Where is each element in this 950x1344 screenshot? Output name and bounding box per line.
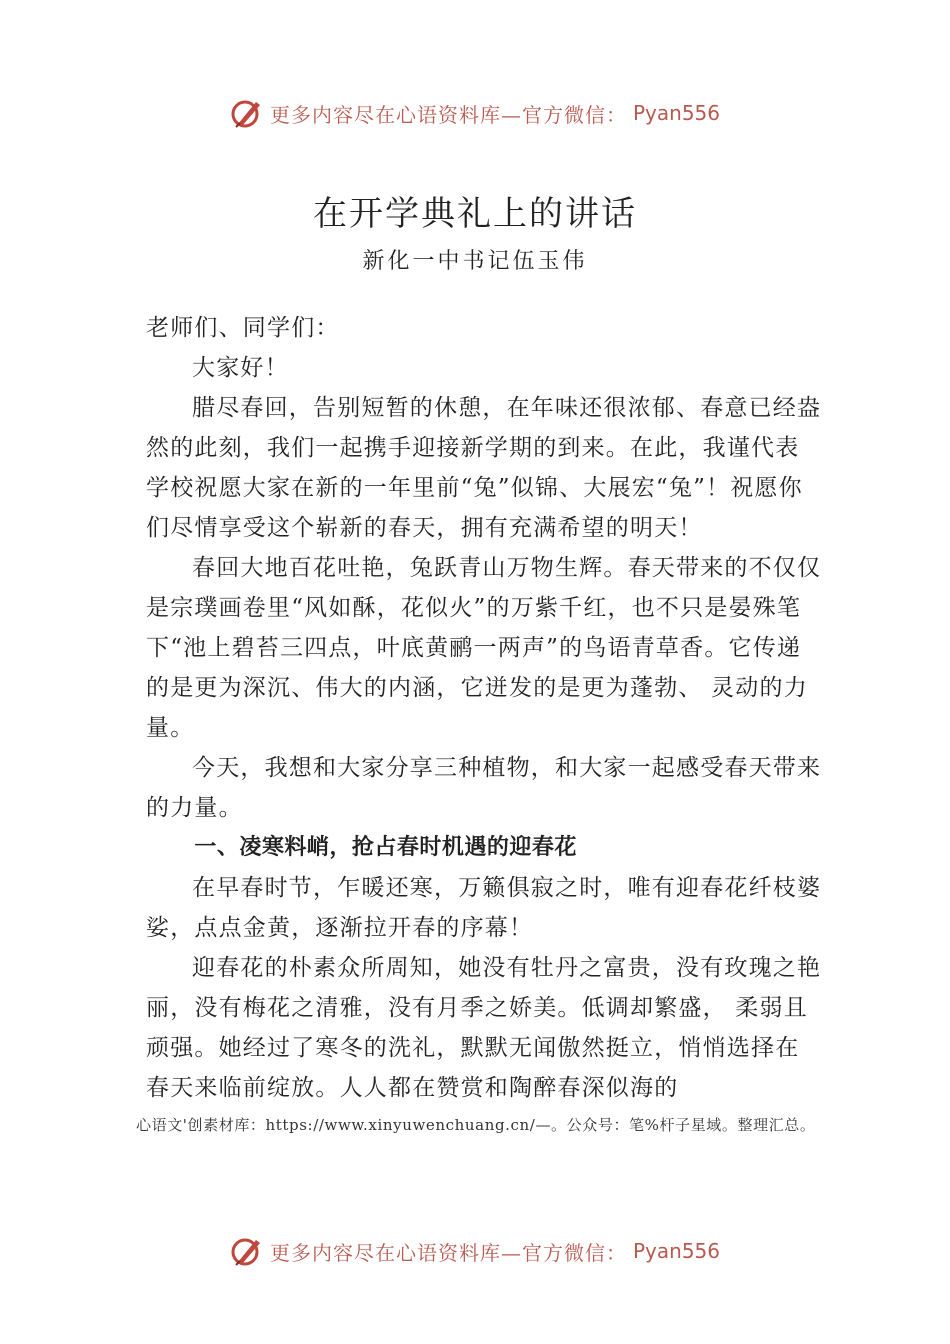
banner-text: 更多内容尽在心语资料库—官方微信： [269,102,627,127]
greeting: 老师们、同学们： [146,315,340,341]
paragraph: 迎春花的朴素众所周知，她没有牡丹之富贵，没有玫瑰之艳丽，没有梅花之清雅，没有月季之娇美。低调却繁盛， 柔弱且顽强。她经过了寒冬的洗礼，默默无闻傲然挺立，悄悄选择在春天来临前绽放。人人都在赞赏和陶醉春深似海的 [146,955,822,1101]
paragraph: 在早春时节，乍暖还寒，万籁俱寂之时，唯有迎春花纤枝婆娑，点点金黄，逐渐拉开春的序幕！ [146,875,822,941]
document-title: 在开学典礼上的讲话 [313,194,637,234]
document-subtitle: 新化一中书记伍玉伟 [362,249,588,274]
paragraph: 腊尽春回，告别短暂的休憩，在年味还很浓郁、春意已经盎然的此刻，我们一起携手迎接新学期的到来。在此，我谨代表学校祝愿大家在新的一年里前“兔”似锦、大展宏“兔”！祝愿你们尽情享受这个崭新的春天，拥有充满希望的明天！ [146,395,822,541]
header-banner [0,96,950,130]
footer-banner [0,1234,950,1268]
document-body [146,308,822,1108]
quill-pen-logo-icon [230,96,264,130]
paragraph: 大家好！ [192,355,289,381]
banner-text: 更多内容尽在心语资料库—官方微信： [269,1240,627,1265]
banner-wechat-id: Pyan556 [632,101,720,125]
banner-wechat-id: Pyan556 [632,1239,720,1263]
source-footnote: 心语文'创素材库：https://www.xinyuwenchuang.cn/—。公众号：笔%杆子星域。整理汇总。 [136,1116,816,1134]
paragraph: 春回大地百花吐艳，兔跃青山万物生辉。春天带来的不仅仅是宗璞画卷里“风如酥，花似火”的万紫千红，也不只是晏殊笔下“池上碧苔三四点，叶底黄鹂一两声”的鸟语青草香。它传递的是更为深沉、伟大的内涵，它迸发的是更为蓬勃、 灵动的力量。 [146,555,822,741]
section-heading: 一、凌寒料峭，抢占春时机遇的迎春花 [194,835,577,860]
paragraph: 今天，我想和大家分享三种植物，和大家一起感受春天带来的力量。 [146,755,822,821]
quill-pen-logo-icon [230,1234,264,1268]
